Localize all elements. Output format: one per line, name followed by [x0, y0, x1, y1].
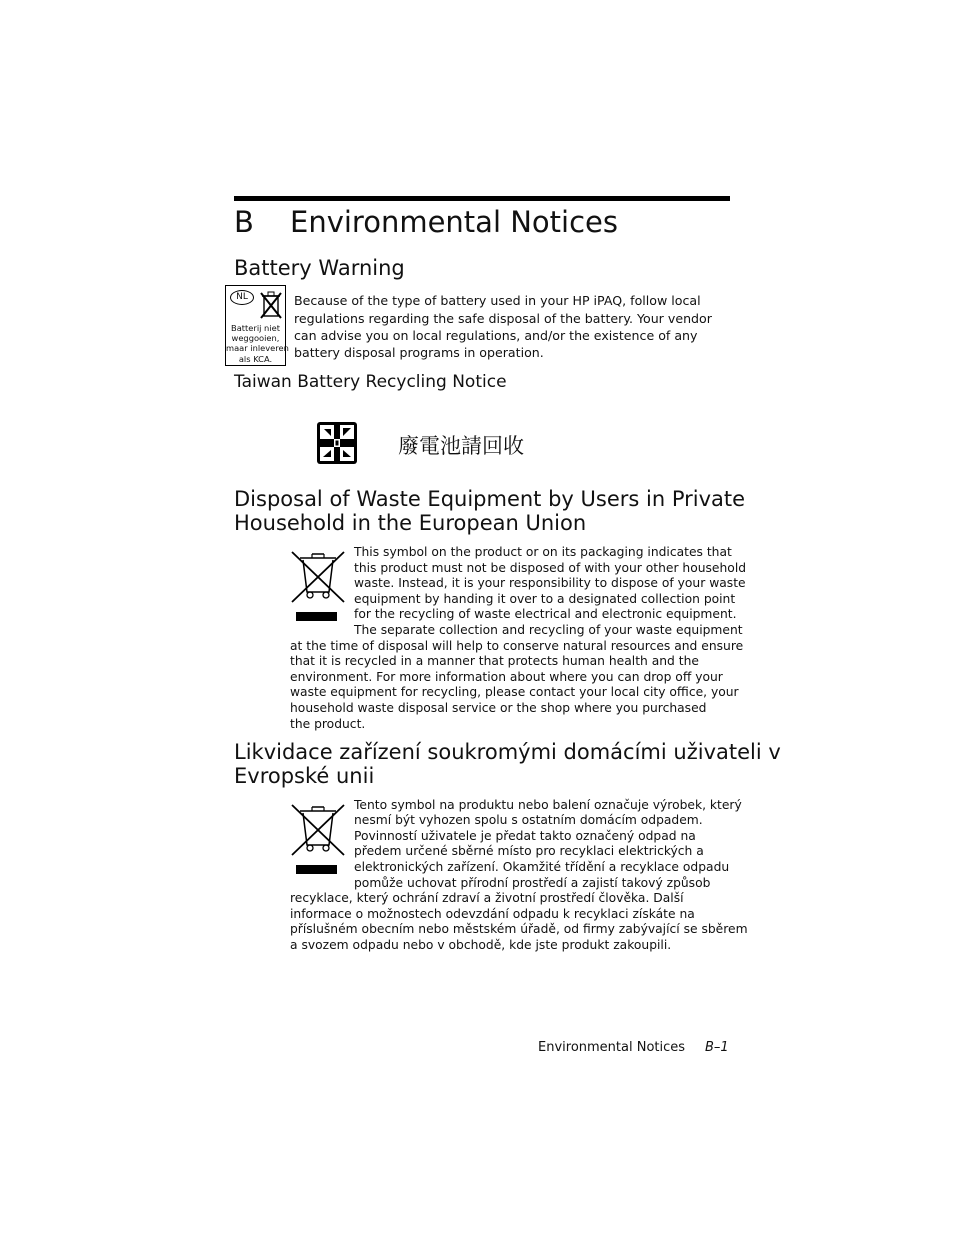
nl-battery-label: [225, 285, 289, 366]
eu-disposal-heading: Disposal of Waste Equipment by Users in Private Household in the European Union: [234, 487, 746, 535]
chapter-title: Environmental Notices: [290, 205, 618, 239]
crossed-out-wheelie-bin-icon: [290, 801, 346, 877]
chapter-letter: B: [234, 205, 254, 239]
taiwan-recycle-text: 廢電池請回收: [398, 434, 524, 458]
recycling-icon: [316, 421, 358, 465]
nl-label-text: Batterij niet weggooien, maar inleveren als KCA.: [226, 323, 289, 364]
battery-warning-heading: Battery Warning: [234, 256, 405, 280]
crossed-out-bin-icon: [260, 290, 282, 320]
taiwan-heading: Taiwan Battery Recycling Notice: [234, 372, 507, 392]
footer-section-label: Environmental Notices: [538, 1040, 686, 1055]
chapter-rule: [234, 196, 730, 201]
nl-country-code: NL: [230, 290, 254, 305]
footer-page-number: B–1: [705, 1040, 729, 1055]
crossed-out-wheelie-bin-icon: [290, 548, 346, 624]
cz-disposal-heading: Likvidace zařízení soukromými domácími uživateli v Evropské unii: [234, 740, 781, 788]
